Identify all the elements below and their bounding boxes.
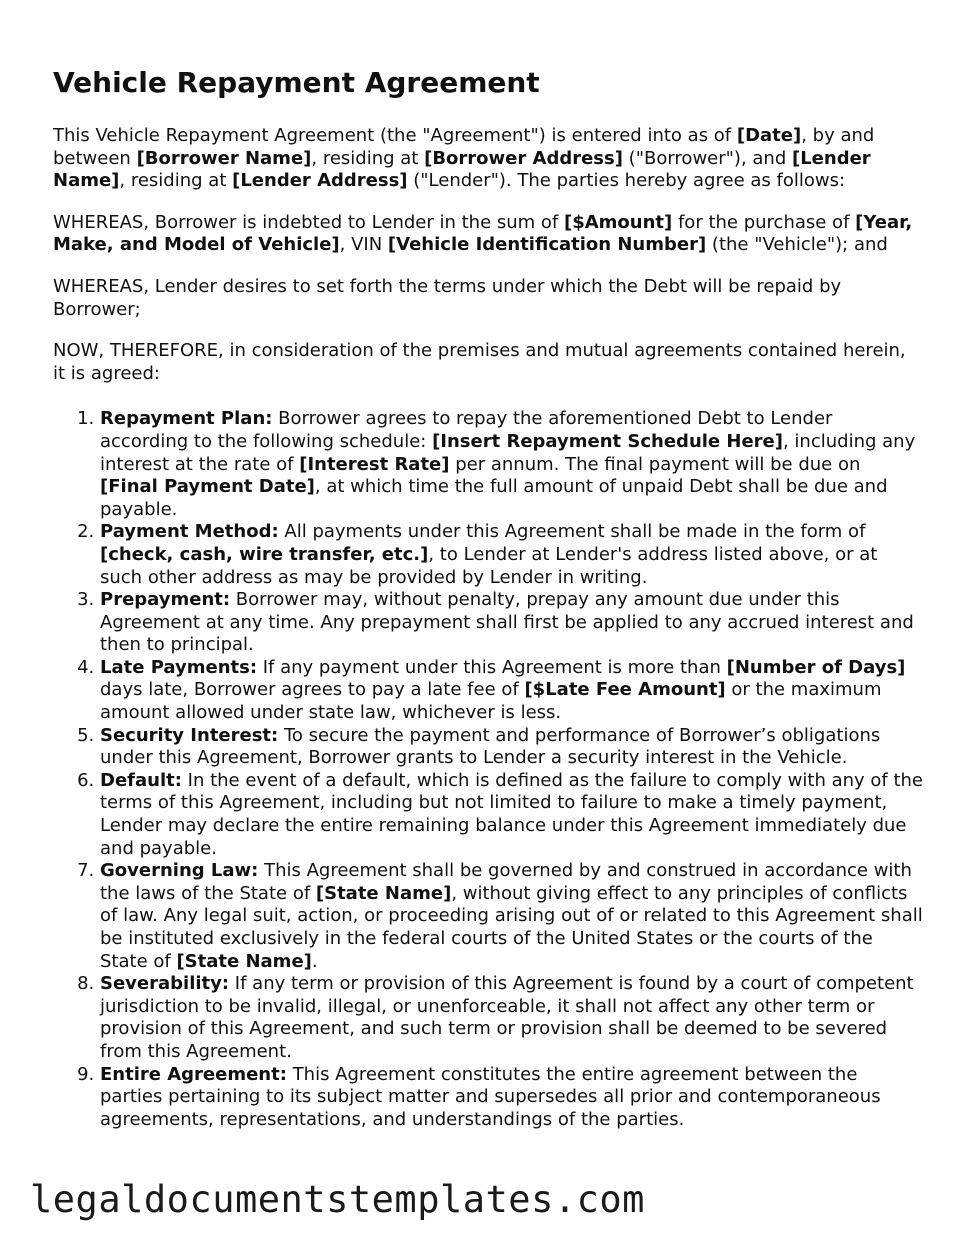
bold-run: [Vehicle Identification Number] [387,234,707,256]
text-run: NOW, THEREFORE, in consideration of the premises and mutual agreements contained herein, it is agreed: [53,340,906,384]
bold-run: [State Name] [315,882,452,904]
bold-run: [State Name] [176,950,312,972]
text-run: If any payment under this Agreement is more than [257,656,727,678]
text-run: ("Lender"). The parties hereby agree as follows: [407,170,846,192]
intro-paragraph [53,125,923,193]
bold-run: [Insert Repayment Schedule Here] [432,430,783,452]
text-run: or the maximum amount allowed under state law, whichever is less. [100,679,882,724]
text-run: WHEREAS, Lender desires to set forth the terms under which the Debt will be repaid by Borrower; [53,275,842,320]
bold-run: [Final Payment Date] [100,476,315,498]
text-run: WHEREAS, Borrower is indebted to Lender in the sum of [53,211,564,233]
term-severability [100,973,923,1063]
text-run: ("Borrower"), and [622,147,792,169]
text-run: per annum. The final payment will be due on [449,453,861,475]
now-therefore-paragraph [53,340,923,385]
text-run: Borrower agrees to repay the aforementioned Debt to Lender according to the following schedule: [100,408,833,452]
text-run: (the "Vehicle"); and [706,234,888,256]
text-run: , residing at [311,147,425,169]
term-payment-method [100,521,923,589]
bold-run: [Borrower Name] [136,147,312,169]
bold-run: [Lender Address] [232,170,408,192]
text-run: This Agreement shall be governed by and construed in accordance with the laws of the State of [100,860,912,904]
text-run: , at which time the full amount of unpaid Debt shall be due and payable. [100,476,888,520]
term-security-interest [100,725,923,770]
terms-list [53,408,923,1131]
bold-run: Entire Agreement: [100,1063,287,1085]
text-run: , residing at [119,170,233,192]
term-default [100,770,923,860]
text-run: . [311,950,318,972]
term-prepayment [100,589,923,657]
term-late-payments [100,657,923,725]
text-run: In the event of a default, which is defined as the failure to comply with any of the terms of this Agreement, including but not limited to failure to make a timely payment, Lender may declare the entire remaining balance under this Agreement immediately due and payable. [100,769,923,859]
bold-run: Governing Law: [100,860,259,882]
text-run: This Vehicle Repayment Agreement (the "Agreement") is entered into as of [53,125,737,146]
text-run: All payments under this Agreement shall be made in the form of [278,521,866,543]
bold-run: [check, cash, wire transfer, etc.] [100,543,429,565]
bold-run: [Date] [736,125,802,146]
bold-run: Repayment Plan: [100,408,273,430]
whereas-paragraph-terms [53,276,923,321]
bold-run: [$Late Fee Amount] [524,679,726,701]
text-run: , by and between [53,125,875,169]
term-entire-agreement [100,1064,923,1132]
bold-run: [$Amount] [563,211,673,233]
bold-run: Security Interest: [100,724,279,746]
site-watermark: legaldocumentstemplates.com [30,1178,645,1221]
text-run: , without giving effect to any principles of conflicts of law. Any legal suit, action, or proceeding arising out of or related to this Agreement shall be instituted exclusively in the federal courts of the United States or the courts of the State of [100,882,923,972]
text-run: To secure the payment and performance of Borrower’s obligations under this Agreement, Borrower grants to Lender a security interest in the Vehicle. [100,724,881,769]
text-run: If any term or provision of this Agreement is found by a court of competent jurisdiction to be invalid, illegal, or unenforceable, it shall not affect any other term or provision of this Agreement, and such term or provision shall be deemed to be severed from this Agreement. [100,973,914,1062]
bold-run: Payment Method: [100,521,279,543]
whereas-paragraph-debt [53,212,923,257]
text-run: , VIN [339,234,388,256]
text-run: , to Lender at Lender's address listed above, or at such other address as may be provided by Lender in writing. [100,543,878,588]
document-body [53,58,923,1131]
document-title: Vehicle Repayment Agreement [53,66,540,99]
bold-run: Late Payments: [100,656,258,678]
bold-run: [Number of Days] [726,656,906,678]
bold-run: Default: [100,769,182,791]
term-repayment-plan [100,408,923,521]
text-run: for the purchase of [672,211,856,233]
text-run: , including any interest at the rate of [100,430,916,475]
text-run: Borrower may, without penalty, prepay any amount due under this Agreement at any time. Any prepayment shall first be applied to any accrued interest and then to principal. [100,589,914,656]
bold-run: Severability: [100,973,230,995]
bold-run: [Lender Name] [53,147,871,192]
term-governing-law [100,860,923,973]
bold-run: [Year, Make, and Model of Vehicle] [53,211,913,256]
text-run: days late, Borrower agrees to pay a late fee of [100,679,525,701]
bold-run: [Interest Rate] [299,453,450,475]
bold-run: Prepayment: [100,589,231,611]
bold-run: [Borrower Address] [424,147,623,169]
text-run: This Agreement constitutes the entire agreement between the parties pertaining to its subject matter and supersedes all prior and contemporaneous agreements, representations, and understandings of the parties. [100,1063,881,1130]
